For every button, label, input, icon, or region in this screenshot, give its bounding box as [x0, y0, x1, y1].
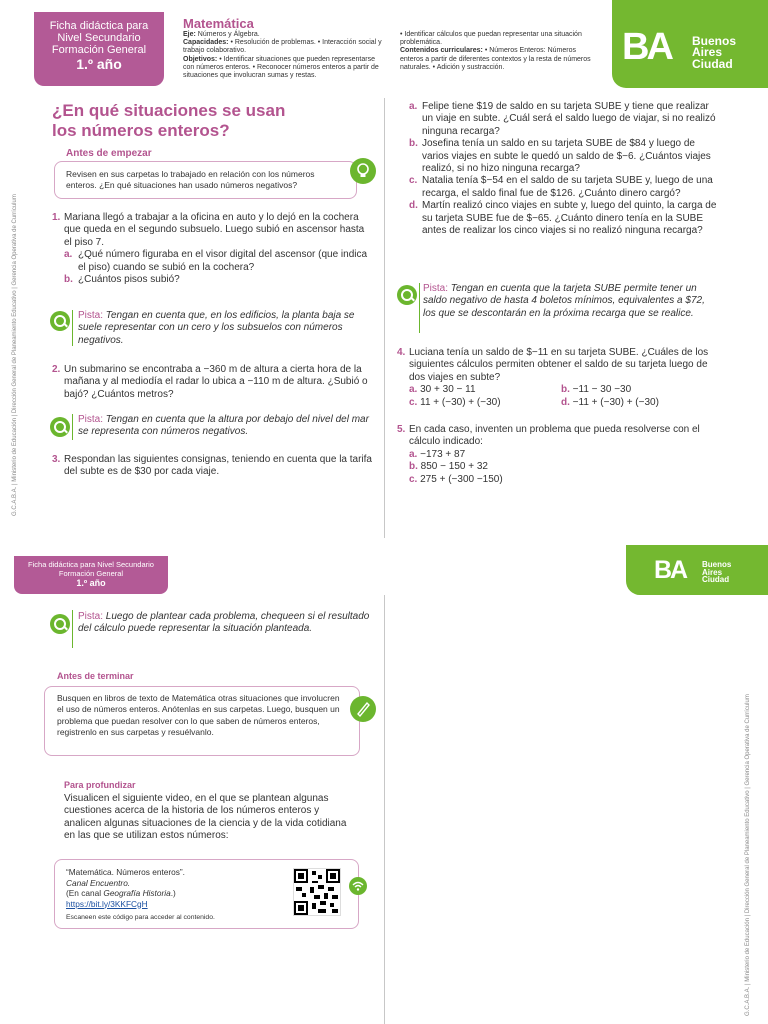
q3d-label: d. [409, 200, 418, 212]
before-label: Antes de empezar [66, 148, 152, 159]
q5-number: 5. [397, 424, 406, 435]
end-text: Busquen en libros de texto de Matemática otras situaciones que involucren el uso de números enteros. Anótenlas en sus carpetas. Luego, busquen un problema que puedan resolver con lo que saben de números enteros, registrenlo en sus carpetas y resuélvanlo. [57, 693, 340, 737]
qr-caption: Escaneen este código para acceder al contenido. [66, 914, 215, 921]
q4-text: Luciana tenía un saldo de $−11 en su tarjeta SUBE. ¿Cuáles de los siguientes cálculos permiten obtener el saldo de su tarjeta luego de dos viajes en subte? [409, 347, 709, 383]
q2-number: 2. [52, 364, 61, 375]
q3c-text: Natalia tenía $−54 en el saldo de su tarjeta SUBE y, luego de una recarga, el saldo final fue de $126. ¿Cuánto dinero cargó? [422, 175, 713, 199]
q4c-label: c. [409, 396, 418, 408]
q5c-text: 275 + (−300 −150) [420, 473, 503, 485]
qr-code[interactable] [293, 868, 341, 916]
q4b-label: b. [561, 384, 570, 396]
question-5 [397, 424, 717, 486]
subject-title: Matemática [183, 16, 254, 31]
q1a-text: ¿Qué número figuraba en el visor digital del ascensor (que indica el piso) cuando se subió en la cochera? [78, 249, 368, 273]
capacidades-text: • Resolución de problemas. • Interacción social y trabajo colaborativo. [183, 39, 382, 55]
question-1 [52, 212, 372, 286]
end-label: Antes de terminar [57, 671, 134, 681]
hint-3 [423, 283, 717, 320]
video-series-pre: (En canal [66, 888, 104, 898]
q3-text: Respondan las siguientes consignas, teniendo en cuenta que la tarifa del subte es de $30 por cada viaje. [64, 454, 372, 478]
deep-label: Para profundizar [64, 780, 136, 790]
wifi-icon [349, 877, 367, 895]
badge-line3: Formación General [51, 44, 147, 56]
video-series-post: .) [170, 888, 176, 898]
hint-2-text: Tengan en cuenta que la altura por debajo del nivel del mar se representa con números negativos. [78, 414, 369, 438]
hint-2 [78, 414, 371, 439]
brand-line1: Buenos [692, 34, 737, 48]
objetivos-label: Objetivos: [183, 55, 218, 63]
pen-icon [350, 696, 376, 722]
q4d-label: d. [561, 396, 570, 408]
hint-3-text: Tengan en cuenta que la tarjeta SUBE permite tener un saldo negativo de hasta 4 boletos mínimos, equivalentes a $72, los que se descontarán en la próxima recarga que se realice. [423, 283, 705, 319]
q4c-text: 11 + (−30) + (−30) [420, 396, 501, 408]
video-channel: Canal Encuentro. [66, 877, 131, 888]
side-credit-left: G.C.A.B.A. | Ministerio de Educación | Dirección General de Planeamiento Educativo | Gerencia Operativa de Currículum [12, 194, 18, 516]
hint-1-text: Tengan en cuenta que, en los edificios, la planta baja se suele representar con un cero y los subsuelos con números negativos. [78, 310, 355, 346]
video-link[interactable]: https://bit.ly/3KKFCgH [66, 898, 148, 909]
before-text: Revisen en sus carpetas lo trabajado en relación con los números enteros. ¿En qué situaciones han usado números negativos? [66, 169, 315, 190]
question-4 [397, 347, 717, 409]
page-title [52, 101, 285, 141]
brand-line2: Aires [692, 45, 723, 60]
hint-label: Pista: [78, 611, 104, 622]
ba-logo-mark: BA [622, 26, 671, 68]
question-3 [52, 454, 372, 479]
hint-rule [419, 283, 420, 333]
deep-text: Visualicen el siguiente video, en el que se plantean algunas cuestiones acerca de la historia de los números enteros y analicen algunas situaciones de la ciencia y de la vida cotidiana en las que se utilizan estos números: [64, 793, 347, 842]
brand-text [692, 36, 736, 70]
hint-label: Pista: [78, 414, 104, 425]
q5a-text: −173 + 87 [420, 448, 466, 460]
q2-text: Un submarino se encontraba a −360 m de altura a cierta hora de la mañana y al mediodía el radar lo ubica a −110 m de altura. ¿Subió o bajó? ¿Cuántos metros? [64, 364, 368, 400]
magnifier-icon [397, 285, 417, 305]
hint-label: Pista: [78, 310, 104, 321]
header-info-col3 [400, 31, 600, 72]
q1-text: Mariana llegó a trabajar a la oficina en auto y lo dejó en la cochera que queda en el segundo subsuelo. Luego subió en ascensor hasta el piso 7. [64, 212, 365, 248]
q4b-text: −11 − 30 −30 [572, 384, 632, 396]
video-info [66, 867, 281, 924]
page2-badge-line2: Formación General [58, 569, 124, 578]
badge-line1: Ficha didáctica para [49, 20, 149, 32]
q5a-label: a. [409, 448, 418, 460]
page2-brand-line1: Buenos [702, 560, 732, 569]
q5-text: En cada caso, inventen un problema que pueda resolverse con el cálculo indicado: [409, 424, 700, 448]
page2-brand-line2: Aires [702, 567, 723, 577]
title-line1: ¿En qué situaciones se usan [52, 101, 286, 120]
badge-line2: Nivel Secundario [57, 32, 141, 44]
video-title: “Matemática. Números enteros”. [66, 867, 185, 877]
badge-year: 1.º año [76, 56, 122, 72]
page2-badge-line1: Ficha didáctica para Nivel Secundario [28, 560, 154, 569]
hint-4 [78, 611, 371, 636]
page2-brand-box [626, 545, 768, 595]
q3d-text: Martín realizó cinco viajes en subte y, luego del quinto, la carga de su tarjeta SUBE fue de $−65. ¿Cuánto dinero tenía en la SUBE antes de realizar los cinco viajes si no realizó ninguna recarga? [422, 200, 717, 237]
q1a-label: a. [64, 249, 73, 261]
column-divider [384, 98, 385, 538]
q5b-text: 850 − 150 + 32 [420, 461, 488, 473]
column-divider-page2 [384, 595, 385, 1024]
contenidos-text: • Números Enteros: Números enteros a partir de diferentes contextos y la resta de números naturales. • Adición y sustracción. [400, 47, 591, 71]
q1b-label: b. [64, 274, 73, 286]
hint-4-text: Luego de plantear cada problema, chequeen si el resultado del cálculo puede representar la situación planteada. [78, 611, 370, 635]
objetivos-text: • Identificar situaciones que pueden representarse con números enteros. • Reconocer números enteros a partir de situaciones que involucran sumas y restas. [183, 55, 379, 80]
hint-rule [72, 414, 73, 440]
capacidades-label: Capacidades: [183, 39, 229, 47]
eje-label: Eje: [183, 31, 196, 38]
hint-label: Pista: [423, 283, 449, 294]
magnifier-icon [50, 311, 70, 331]
question-3-items [409, 101, 717, 237]
hint-rule [72, 310, 73, 346]
q5b-label: b. [409, 461, 418, 473]
page2-brand-text [702, 561, 731, 584]
q3-number: 3. [52, 454, 61, 465]
question-2 [52, 364, 372, 401]
video-series-line [66, 888, 281, 899]
brand-line3: Ciudad [692, 56, 733, 71]
q3b-label: b. [409, 138, 418, 150]
page2-brand-line3: Ciudad [702, 575, 730, 585]
q1b-text: ¿Cuántos pisos subió? [78, 274, 180, 286]
magnifier-icon [50, 417, 70, 437]
col3-text: • Identificar cálculos que puedan representar una situación problemática. [400, 31, 582, 47]
contenidos-label: Contenidos curriculares: [400, 47, 483, 55]
title-line2: los números enteros? [52, 121, 230, 140]
eje-text: Números y Álgebra. [197, 31, 260, 38]
page2-badge-year: 1.º año [76, 578, 106, 588]
hint-rule [72, 610, 73, 648]
side-credit-right: G.C.A.B.A. | Ministerio de Educación | Dirección General de Planeamiento Educativo | Gerencia Operativa de Currículum [745, 694, 751, 1016]
header-info-col2 [183, 31, 388, 80]
header-badge [34, 12, 164, 86]
q3a-text: Felipe tiene $19 de saldo en su tarjeta SUBE y tiene que realizar un viaje en subte. ¿Cuál será el saldo luego de viajar, si no realizó ninguna recarga? [422, 101, 716, 137]
page2-ba-logo-mark: BA [654, 556, 687, 584]
q4d-text: −11 + (−30) + (−30) [572, 396, 659, 408]
q4a-label: a. [409, 384, 418, 396]
magnifier-icon [50, 614, 70, 634]
lightbulb-icon [350, 158, 376, 184]
q3a-label: a. [409, 101, 418, 112]
q5c-label: c. [409, 473, 418, 485]
video-series: Geografía Historia [103, 888, 171, 898]
q4-number: 4. [397, 347, 406, 358]
q4a-text: 30 + 30 − 11 [420, 384, 476, 396]
q3b-text: Josefina tenía un saldo en su tarjeta SUBE de $84 y luego de varios viajes en subte le quedó un saldo de $−6. ¿Cuántos viajes realizó, si no hizo ninguna recarga? [422, 138, 711, 175]
page2-badge [14, 556, 168, 594]
q3c-label: c. [409, 175, 418, 187]
hint-1 [78, 310, 371, 347]
q1-number: 1. [52, 212, 61, 223]
